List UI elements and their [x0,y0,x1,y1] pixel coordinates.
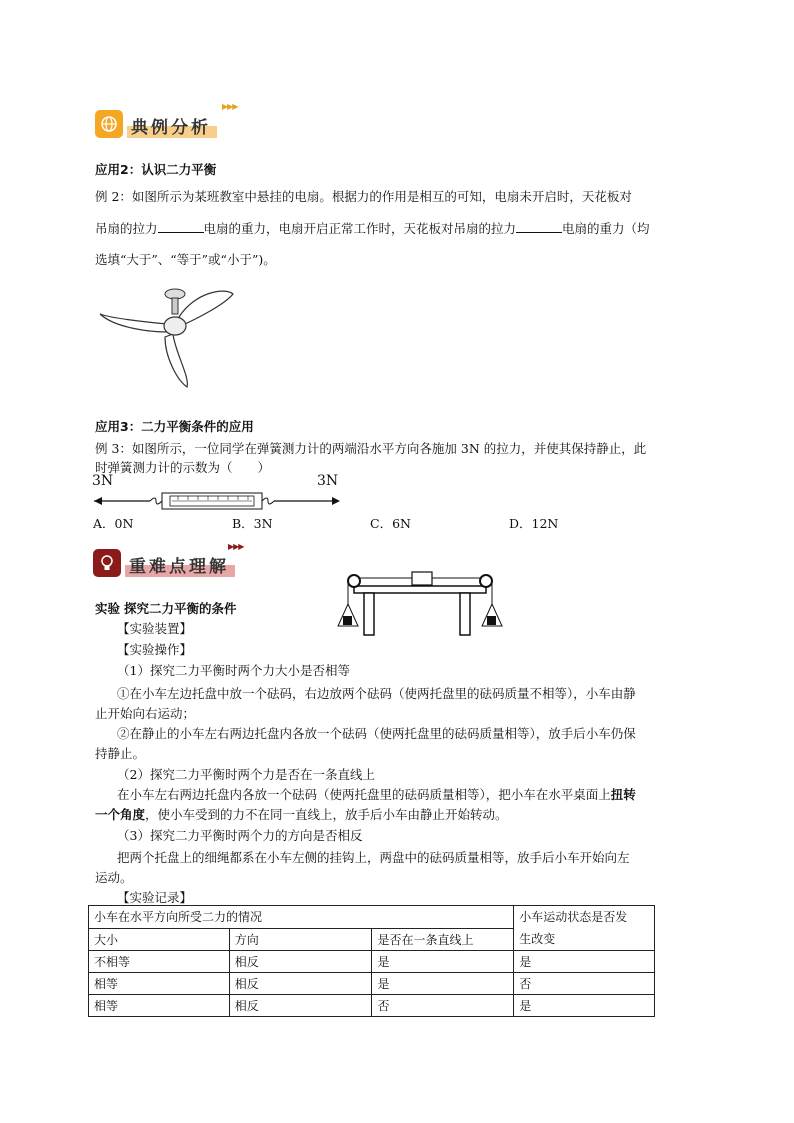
question-2a-line1 [117,785,636,803]
header-line: 生改变 [519,932,556,946]
option-b[interactable]: B．3N [232,516,273,531]
table-cell: 是 [514,995,655,1017]
question-1b-line2: 持静止。 [95,746,146,761]
experiment-apparatus-figure [330,566,510,638]
force-label-right: 3N [317,473,339,489]
application-2-heading: 应用2：认识二力平衡 [95,162,217,177]
table-cell: 相等 [89,973,230,995]
section-header-examples [95,110,217,138]
table-row [89,951,655,973]
answer-blank[interactable] [158,221,204,233]
text: 电扇的重力（均 [562,221,650,236]
example-2-text-line1: 例 2：如图所示为某班教室中悬挂的电扇。根据力的作用是相互的可知，电扇未开启时，天花板对 [95,189,632,204]
table-cell: 是 [372,951,514,973]
question-1a-line1: ①在小车左边托盘中放一个砝码，右边放两个砝码（使两托盘里的砝码质量不相等），小车由静 [117,686,636,701]
experiment-label: 实验 [95,601,121,616]
ceiling-fan-figure [95,282,235,390]
lightbulb-icon [93,549,121,577]
decor-arrows-icon: ▶▶▶ [228,542,244,551]
experiment-name: 探究二力平衡的条件 [124,601,237,616]
text: ，使小车受到的力不在同一直线上，放手后小车由静止开始转动。 [145,807,508,822]
emphasis-text: 扭转 [610,787,636,802]
table-row [89,973,655,995]
application-3-heading: 应用3：二力平衡条件的应用 [95,419,254,434]
decor-arrows-icon: ▶▶▶ [222,102,238,111]
table-cell: 相反 [229,951,372,973]
question-3a-line1: 把两个托盘上的细绳都系在小车左侧的挂钩上，两盘中的砝码质量相等，放手后小车开始向左 [117,850,630,865]
experiment-device-label: 【实验装置】 [117,621,193,636]
table-cell: 相反 [229,995,372,1017]
option-c[interactable]: C．6N [370,516,411,531]
section-header-key-points [93,549,235,577]
spring-balance-figure [92,490,342,512]
text: 电扇的重力，电扇开启正常工作时，天花板对吊扇的拉力 [203,221,517,236]
table-header-state-change [514,906,655,951]
table-header-direction: 方向 [229,928,372,951]
experiment-record-label: 【实验记录】 [117,890,193,905]
option-a[interactable]: A．0N [93,516,134,531]
force-label-left: 3N [92,473,114,489]
question-3: （3）探究二力平衡时两个力的方向是否相反 [117,828,363,843]
question-1a-line2: 止开始向右运动； [95,706,196,721]
text: 在小车左右两边托盘内各放一个砝码（使两托盘里的砝码质量相等），把小车在水平桌面上 [117,787,611,802]
table-cell: 相反 [229,973,372,995]
experiment-record-table [88,905,655,1017]
table-header-same-line: 是否在一条直线上 [372,928,514,951]
example-3-text-line1: 例 3：如图所示，一位同学在弹簧测力计的两端沿水平方向各施加 3N 的拉力，并使其保持静止，此 [95,441,647,456]
globe-icon [95,110,123,138]
table-row [89,995,655,1017]
table-cell: 不相等 [89,951,230,973]
question-2: （2）探究二力平衡时两个力是否在一条直线上 [117,767,375,782]
table-cell: 否 [514,973,655,995]
question-1b-line1: ②在静止的小车左右两边托盘内各放一个砝码（使两托盘里的砝码质量相等），放手后小车仍保 [117,726,636,741]
section-title: 典例分析 [127,111,217,138]
experiment-operation-label: 【实验操作】 [117,642,193,657]
text: 吊扇的拉力 [95,221,158,236]
emphasis-text: 一个角度 [95,807,146,822]
experiment-title [95,599,237,617]
table-header-size: 大小 [89,928,230,951]
example-2-text-line2 [95,219,650,237]
table-cell: 是 [514,951,655,973]
question-3a-line2: 运动。 [95,870,133,885]
example-2-text-line3: 选填“大于”、“等于”或“小于”)。 [95,252,276,267]
header-line: 小车运动状态是否发 [519,910,628,924]
section-title: 重难点理解 [125,550,235,577]
table-cell: 是 [372,973,514,995]
question-1: （1）探究二力平衡时两个力大小是否相等 [117,663,350,678]
question-2a-line2 [95,805,508,823]
example-3-text-line2: 时弹簧测力计的示数为（ ） [95,460,271,475]
option-d[interactable]: D．12N [509,516,559,531]
table-cell: 否 [372,995,514,1017]
table-group-header: 小车在水平方向所受二力的情况 [89,906,514,929]
table-cell: 相等 [89,995,230,1017]
answer-blank[interactable] [516,221,562,233]
